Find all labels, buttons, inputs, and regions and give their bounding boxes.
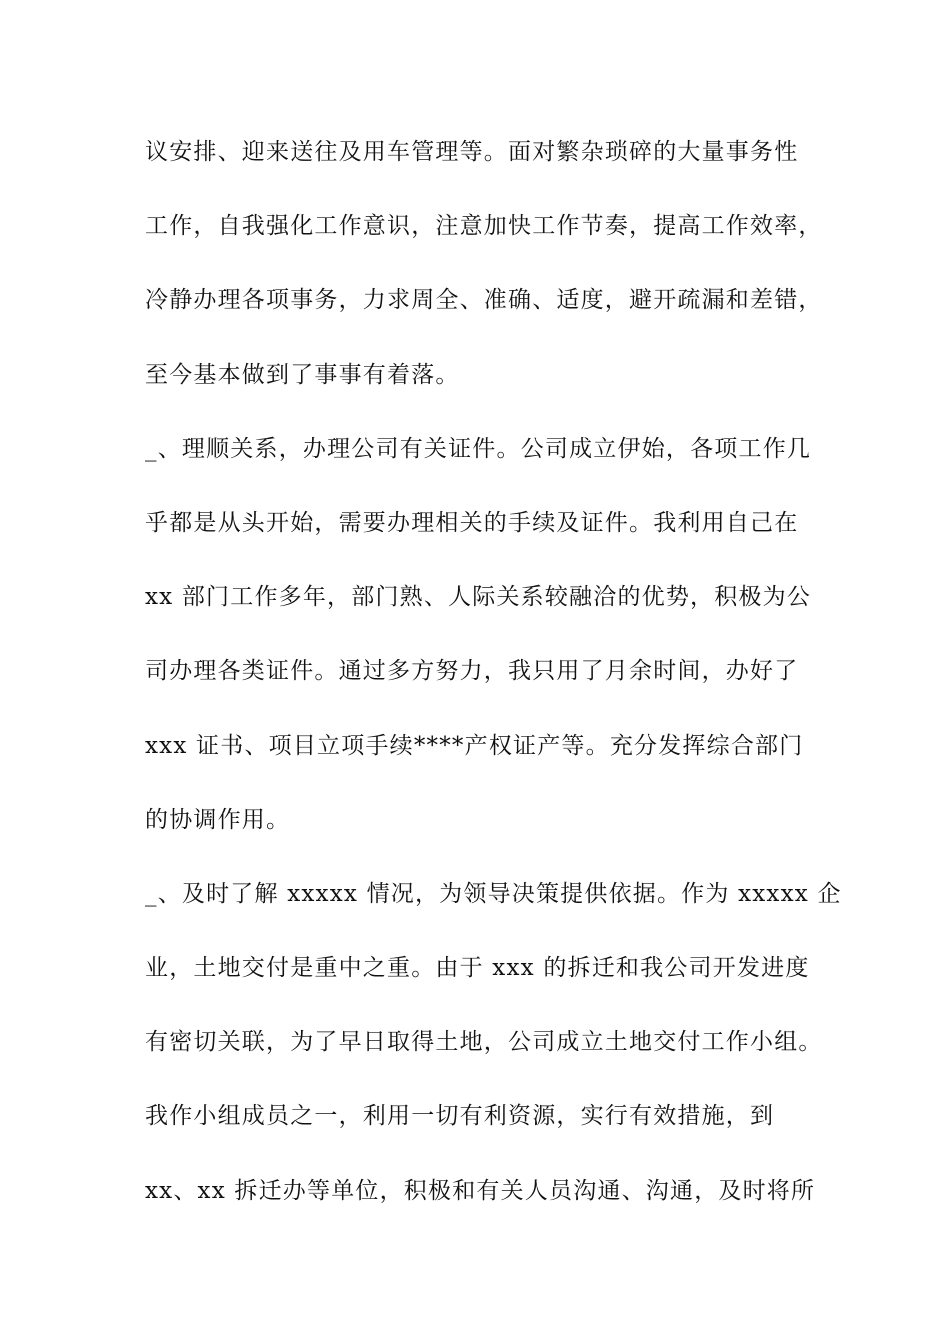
text-line: _、及时了解 xxxxx 情况，为领导决策提供依据。作为 xxxxx 企 xyxy=(145,880,842,907)
text-line: 我作小组成员之一，利用一切有利资源，实行有效措施，到 xyxy=(145,1103,775,1130)
text-line: _、理顺关系，办理公司有关证件。公司成立伊始，各项工作几 xyxy=(145,435,812,462)
text-line: xxx 证书、项目立项手续****产权证产等。充分发挥综合部门 xyxy=(145,732,804,759)
text-line: 议安排、迎来送往及用车管理等。面对繁杂琐碎的大量事务性 xyxy=(145,139,799,165)
text-line: xx 部门工作多年，部门熟、人际关系较融洽的优势，积极为公 xyxy=(145,584,812,611)
text-line: 司办理各类证件。通过多方努力，我只用了月余时间，办好了 xyxy=(145,658,799,685)
text-line: 业，土地交付是重中之重。由于 xxx 的拆迁和我公司开发进度 xyxy=(145,955,810,982)
text-line: 有密切关联，为了早日取得土地，公司成立土地交付工作小组。 xyxy=(145,1029,823,1056)
text-line: 工作，自我强化工作意识，注意加快工作节奏，提高工作效率， xyxy=(145,213,823,240)
text-line: xx、xx 拆迁办等单位，积极和有关人员沟通、沟通，及时将所 xyxy=(145,1177,816,1204)
text-line: 至今基本做到了事事有着落。 xyxy=(145,361,460,388)
document-body xyxy=(145,132,842,1245)
text-line: 冷静办理各项事务，力求周全、准确、适度，避开疏漏和差错， xyxy=(145,287,823,314)
text-line: 乎都是从头开始，需要办理相关的手续及证件。我利用自己在 xyxy=(145,509,799,536)
text-line: 的协调作用。 xyxy=(145,806,291,833)
